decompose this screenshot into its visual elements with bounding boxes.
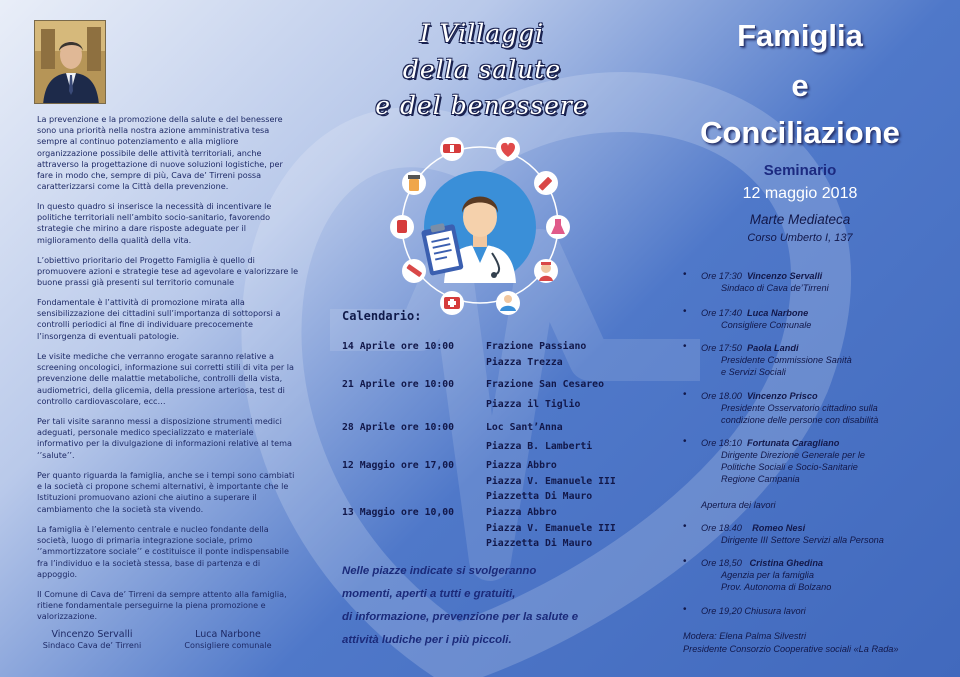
seminar-label: Seminario xyxy=(763,162,837,179)
syringe-icon xyxy=(534,171,558,195)
calendar-date: 12 Maggio ore 17,00 xyxy=(342,460,455,471)
program-role: Dirigente III Settore Servizi alla Persona xyxy=(721,535,884,545)
bullet-icon: • xyxy=(683,521,687,532)
intro-paragraph-7: Per quanto riguarda la famiglia, anche se i tempi sono cambiati e la società ci propone schemi alternativi, è importante che le Istituzioni promuovano azioni che aiutino a superare il cambiamento che la società sta vivendo. xyxy=(37,470,295,514)
intro-paragraph-1: La prevenzione e la promozione della salute e del benessere sono una priorità nella nostra azione amministrativa tesa sempre al continuo potenziamento e alla migliore organizzazione possibile delle attività territoriali, anche attraverso la progettazione di nuove soluzioni logistiche, per fare in modo che, sempre di più, Cava de’ Tirreni possa caratterizzarsi come la Città della prevenzione. xyxy=(37,114,283,192)
program-closing: Ore 19,20 Chiusura lavori xyxy=(701,606,806,616)
ambulance-icon xyxy=(440,137,464,161)
calendar-places xyxy=(486,339,646,370)
calendar-places xyxy=(486,505,646,552)
program-speaker: Vincenzo Prisco xyxy=(746,391,818,401)
bullet-icon: • xyxy=(683,269,687,280)
mayor-portrait xyxy=(34,20,106,104)
moderator-line: Presidente Consorzio Cooperative sociali «La Rada» xyxy=(683,643,899,654)
intro-paragraph-9: Il Comune di Cava de’ Tirreni da sempre attento alla famiglia, ritiene fondamentale perseguirne la piena promozione e valorizzazione. xyxy=(37,589,287,622)
flask-icon xyxy=(546,215,570,239)
bullet-icon: • xyxy=(683,436,687,447)
seminar-title-line: e xyxy=(791,68,809,103)
calendar-place: Frazione Passiano xyxy=(486,341,587,352)
program-role: Presidente Osservatorio cittadino sulla xyxy=(721,403,878,413)
calendar-place: Piazza Abbro xyxy=(486,507,557,518)
program-speaker: Romeo Nesi xyxy=(752,523,806,533)
piazze-note xyxy=(342,560,622,652)
calendar-place: Piazza il Tiglio xyxy=(486,398,581,410)
seminar-address: Corso Umberto I, 137 xyxy=(747,232,853,244)
calendar-place: Loc Sant’Anna xyxy=(486,422,563,433)
intro-paragraph-6: Per tali visite saranno messi a disposizione strumenti medici adeguati, personale medico specializzato e materiale informativo per la divulgazione di informazioni relative al tema ‘’salute’’. xyxy=(37,416,292,460)
pill-bottle-icon xyxy=(402,171,426,195)
blood-bag-icon xyxy=(390,215,414,239)
moderator-line: Modera: Elena Palma Silvestri xyxy=(683,631,807,641)
program-role: Regione Campania xyxy=(721,474,800,484)
seminar-date: 12 maggio 2018 xyxy=(742,185,858,202)
program-time: Ore 17:40 xyxy=(701,308,742,318)
calendar-date: 14 Aprile ore 10:00 xyxy=(342,341,455,352)
program-role: Politiche Sociali e Socio-Sanitarie xyxy=(721,462,858,472)
program-time: Ore 18,50 xyxy=(701,558,742,568)
piazze-note-line: di informazione, prevenzione per la salute e xyxy=(342,611,579,623)
piazze-note-line: momenti, aperti a tutti e gratuiti, xyxy=(342,588,516,600)
first-aid-icon xyxy=(440,291,464,315)
program-time: Ore 18.00 xyxy=(701,391,742,401)
calendar-heading: Calendario: xyxy=(342,309,422,323)
calendar-date: 13 Maggio ore 10,00 xyxy=(342,507,455,518)
bullet-icon: • xyxy=(683,306,687,317)
program-role: condizione delle persone con disabilità xyxy=(721,415,879,425)
calendar-date: 21 Aprile ore 10:00 xyxy=(342,379,455,390)
calendar-place: Piazzetta Di Mauro xyxy=(486,491,593,502)
signature-role: Sindaco Cava de’ Tirreni xyxy=(42,640,142,650)
calendar-place: Piazza V. Emanuele III xyxy=(486,475,616,487)
program-time: Ore 18.40 xyxy=(701,523,742,533)
signature-name: Luca Narbone xyxy=(195,629,261,640)
nurse-icon xyxy=(534,259,558,283)
bullet-icon: • xyxy=(683,341,687,352)
moderator xyxy=(683,630,933,655)
program-speaker: Paola Landi xyxy=(746,343,799,353)
bullet-icon: • xyxy=(683,604,687,615)
program-role: Presidente Commissione Sanità xyxy=(721,355,852,365)
villaggi-title-line: I Villaggi xyxy=(419,19,545,48)
syringe-needle-icon xyxy=(402,259,426,283)
intro-paragraph-8: La famiglia è l’elemento centrale e nucleo fondante della società, luogo di primaria integrazione sociale, primo ‘’ammortizzatore sociale’’ e costituisce il ponte indispensabile fra l’individuo e la società stessa, base di partenza e di appoggio. xyxy=(37,524,290,579)
calendar-place: Piazza Abbro xyxy=(486,460,557,471)
calendar-place: Piazzetta Di Mauro xyxy=(486,538,593,549)
calendar-date: 28 Aprile ore 10:00 xyxy=(342,422,455,433)
program-role: Dirigente Direzione Generale per le xyxy=(721,450,866,460)
calendar-place: Piazza B. Lamberti xyxy=(486,440,593,452)
doctor-avatar-icon xyxy=(496,291,520,315)
program-speaker: Cristina Ghedina xyxy=(749,558,824,568)
seminar-title-line: Famiglia xyxy=(737,18,863,53)
intro-paragraph-4: Fondamentale è l’attività di promozione mirata alla sensibilizzazione dei cittadini sull’importanza di sottoporsi a controlli periodici al fine di individuare precocemente l’insorgenza di eventuali patologie. xyxy=(37,297,281,341)
intro-paragraph-2: In questo quadro si inserisce la necessità di incentivare le politiche territoriali nell’ambito socio-sanitario, favorendo strategie che mirino a dare risposte adeguate per il miglioramento della qualità della vita. xyxy=(37,201,272,245)
left-panel xyxy=(34,18,299,673)
signature-councillor xyxy=(178,629,278,650)
villaggi-title xyxy=(342,16,622,124)
heart-icon xyxy=(496,137,520,161)
calendar-places xyxy=(486,458,646,505)
villaggi-title-line: della salute xyxy=(402,55,562,84)
program-speaker: Luca Narbone xyxy=(746,308,809,318)
program-role: e Servizi Sociali xyxy=(721,367,786,377)
program-speaker: Fortunata Caragliano xyxy=(746,438,840,448)
intro-paragraph-5: Le visite mediche che verranno erogate saranno relative a screening oncologici, informazione sui corretti stili di vita per la prevenzione delle malattie metaboliche, controlli della vista, audiometrici, della glicemia, della pressione arteriosa, test di controllo cardiovascolare, ecc… xyxy=(37,351,294,406)
seminar-title-line: Conciliazione xyxy=(700,115,900,150)
program-time: Ore 17:30 xyxy=(701,271,742,281)
program-time: Ore 18:10 xyxy=(701,438,742,448)
program-role: Prov. Autonoma di Bolzano xyxy=(721,582,832,592)
seminar-location: Marte Mediateca xyxy=(749,212,851,227)
doctor-illustration xyxy=(380,135,580,315)
intro-paragraph-3: L’obiettivo prioritario del Progetto Famiglia è quello di promuovere azioni e strategie tese ad agevolare e valorizzare le buone prassi già presenti sul territorio comunale xyxy=(37,255,299,288)
program-speaker: Vincenzo Servalli xyxy=(746,271,823,281)
program-role: Sindaco di Cava de’Tirreni xyxy=(721,283,829,293)
signature-role: Consigliere comunale xyxy=(184,640,272,650)
calendar-places xyxy=(486,420,646,454)
villaggi-title-line: e del benessere xyxy=(375,91,589,120)
program-role: Agenzia per la famiglia xyxy=(721,570,814,580)
program-time: Ore 17:50 xyxy=(701,343,742,353)
bullet-icon: • xyxy=(683,556,687,567)
program-opening: Apertura dei lavori xyxy=(701,500,776,510)
program-role: Consigliere Comunale xyxy=(721,320,812,330)
signature-name: Vincenzo Servalli xyxy=(51,629,133,640)
calendar-place: Frazione San Cesareo xyxy=(486,379,604,390)
bullet-icon: • xyxy=(683,389,687,400)
signature-mayor xyxy=(42,629,142,650)
calendar-places xyxy=(486,377,646,412)
piazze-note-line: Nelle piazze indicate si svolgeranno xyxy=(342,565,537,577)
calendar-place: Piazza V. Emanuele III xyxy=(486,522,616,534)
piazze-note-line: attività ludiche per i più piccoli. xyxy=(342,634,512,646)
calendar-place: Piazza Trezza xyxy=(486,356,563,368)
